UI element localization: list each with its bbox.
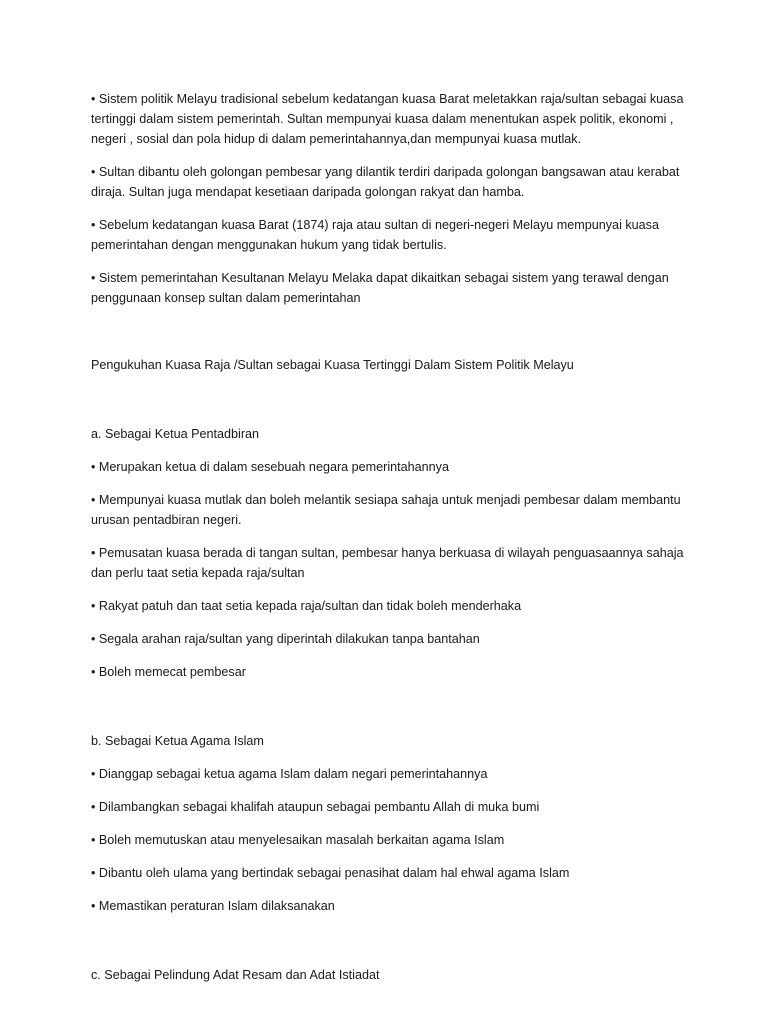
spacer (91, 695, 698, 731)
section-a-heading: a. Sebagai Ketua Pentadbiran (91, 427, 260, 441)
intro-paragraph-2: • Sultan dibantu oleh golongan pembesar yang dilantik terdiri daripada golongan bangsawan atau kerabat diraja. Sultan juga mendapat kesetiaan daripada golongan rakyat dan hamba. (91, 165, 680, 199)
section-b-item-5: • Memastikan peraturan Islam dilaksanakan (91, 899, 335, 913)
spacer (91, 388, 698, 424)
section-b-item-1: • Dianggap sebagai ketua agama Islam dalam negari pemerintahannya (91, 767, 488, 781)
section-b-item-3: • Boleh memutuskan atau menyelesaikan masalah berkaitan agama Islam (91, 833, 505, 847)
section-b-item-4: • Dibantu oleh ulama yang bertindak sebagai penasihat dalam hal ehwal agama Islam (91, 866, 570, 880)
section-a-item-6: • Boleh memecat pembesar (91, 665, 246, 679)
section-a-item-2: • Mempunyai kuasa mutlak dan boleh melantik sesiapa sahaja untuk menjadi pembesar dalam membantu urusan pentadbiran negeri. (91, 493, 681, 527)
main-heading: Pengukuhan Kuasa Raja /Sultan sebagai Kuasa Tertinggi Dalam Sistem Politik Melayu (91, 358, 574, 372)
spacer (91, 321, 698, 355)
intro-paragraph-4: • Sistem pemerintahan Kesultanan Melayu Melaka dapat dikaitkan sebagai sistem yang terawal dengan penggunaan konsep sultan dalam pemerintahan (91, 271, 669, 305)
section-a-item-5: • Segala arahan raja/sultan yang diperintah dilakukan tanpa bantahan (91, 632, 480, 646)
intro-paragraph-1: • Sistem politik Melayu tradisional sebelum kedatangan kuasa Barat meletakkan raja/sultan sebagai kuasa tertinggi dalam sistem pemerintah. Sultan mempunyai kuasa dalam menentukan aspek politik, ekonomi , negeri , sosial dan pola hidup di dalam pemerintahannya,dan mempunyai kuasa mutlak. (91, 92, 684, 146)
spacer (91, 929, 698, 965)
section-c-heading: c. Sebagai Pelindung Adat Resam dan Adat Istiadat (91, 968, 380, 982)
section-b-item-2: • Dilambangkan sebagai khalifah ataupun sebagai pembantu Allah di muka bumi (91, 800, 540, 814)
section-a-item-1: • Merupakan ketua di dalam sesebuah negara pemerintahannya (91, 460, 449, 474)
section-a-item-4: • Rakyat patuh dan taat setia kepada raja/sultan dan tidak boleh menderhaka (91, 599, 522, 613)
section-a-item-3: • Pemusatan kuasa berada di tangan sultan, pembesar hanya berkuasa di wilayah penguasaannya sahaja dan perlu taat setia kepada raja/sultan (91, 546, 684, 580)
section-b-heading: b. Sebagai Ketua Agama Islam (91, 734, 264, 748)
intro-paragraph-3: • Sebelum kedatangan kuasa Barat (1874) raja atau sultan di negeri-negeri Melayu mempunyai kuasa pemerintahan dengan menggunakan hukum yang tidak bertulis. (91, 218, 659, 252)
